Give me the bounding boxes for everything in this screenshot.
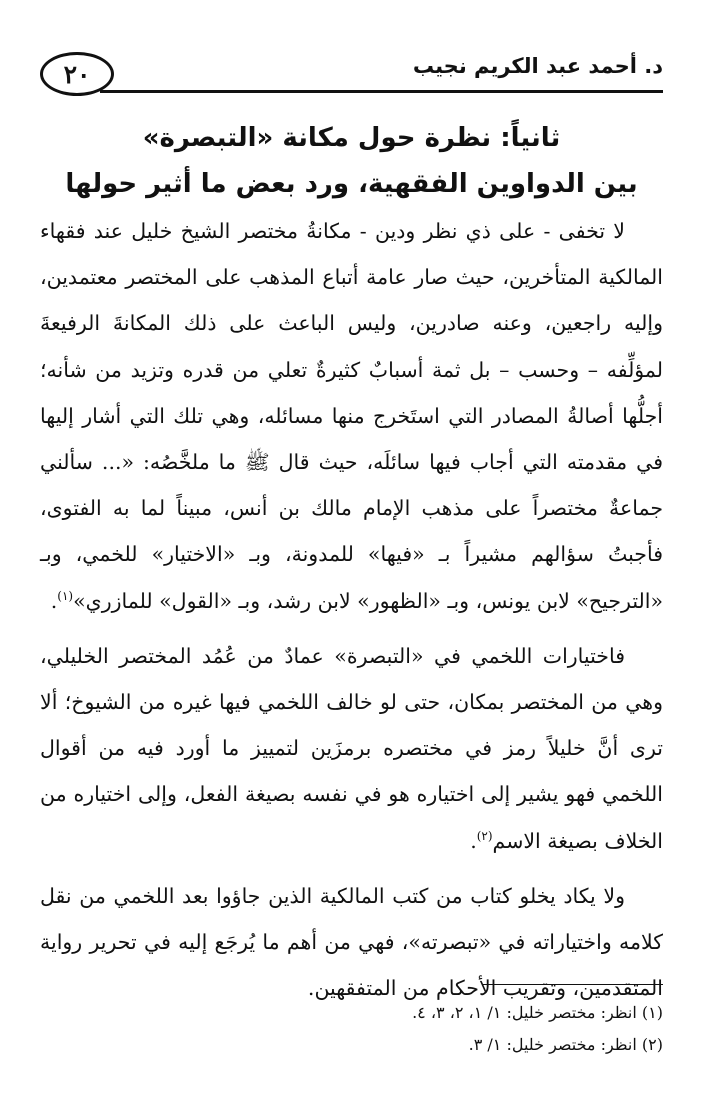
body-text	[40, 208, 663, 1020]
paragraph-2	[40, 633, 663, 864]
header-rule	[100, 90, 663, 93]
paragraph-1-tail: .	[50, 588, 58, 613]
footnote-2: (٢) انظر: مختصر خليل: ١/ ٣.	[468, 1035, 663, 1054]
paragraph-1-text: لا تخفى - على ذي نظر ودين - مكانةُ مختصر الشيخ خليل عند فقهاء المالكية المتأخرين، حيث صار عامة أتباع المذهب على المختصر معتمدين، وإليه راجعين، وعنه صادرين، وليس الباعث على ذلك المكانةَ الرفيعةَ لمؤلِّفه – وحسب – بل ثمة أسبابٌ كثيرةٌ تعلي من قدره وتزيد من شأنه؛ أجلُّها أصالةُ المصادر التي استَخرج منها مسائله، وهي تلك التي أشار إليها في مقدمته التي أجاب فيها سائلَه، حيث قال ﷺ ما ملخَّصُه: «... سألني جماعةٌ مختصراً على مذهب الإمام مالك بن أنس، مبيناً لما به الفتوى، فأجبتُ سؤالهم مشيراً بـ «فيها» للمدونة، وبـ «الاختيار» للخمي، وبـ «الترجيح» لابن يونس، وبـ «الظهور» لابن رشد، وبـ «القول» للمازري»	[40, 219, 663, 613]
page-number: ٢٠	[40, 52, 114, 96]
footnotes	[40, 997, 663, 1061]
paragraph-3-text: ولا يكاد يخلو كتاب من كتب المالكية الذين جاؤوا بعد اللخمي من نقل كلامه واختياراته في «تبصرته»، فهي من أهم ما يُرجَع إليه في تحرير رواية المتقدمين، وتقريب الأحكام من المتفقهين.	[40, 883, 663, 1001]
footnote-1: (١) انظر: مختصر خليل: ١/ ١، ٢، ٣، ٤.	[412, 1003, 663, 1022]
footnote-ref-1[interactable]: (١)	[57, 588, 74, 603]
section-title-line-1: ثانياً: نظرة حول مكانة «التبصرة»	[142, 123, 561, 153]
paragraph-2-text: فاختيارات اللخمي في «التبصرة» عمادٌ من عُمُد المختصر الخليلي، وهي من المختصر بمكان، حتى لو خالف اللخمي فيها غيره من الشيوخ؛ ألا ترى أنَّ خليلاً رمز في مختصره برمزَين لتمييز ما أورد فيه من أقوال اللخمي فهو يشير إلى اختياره هو في نفسه بصيغة الفعل، وإلى اختياره من الخلاف بصيغة الاسم	[40, 643, 663, 853]
footnote-ref-2[interactable]: (٢)	[476, 828, 493, 843]
paragraph-1	[40, 208, 663, 624]
paragraph-2-tail: .	[470, 828, 477, 853]
page-header	[40, 52, 663, 102]
running-head-author: د. أحمد عبد الكريم نجيب	[412, 54, 663, 78]
paragraph-3	[40, 873, 663, 1012]
section-heading	[40, 115, 663, 207]
footnote-separator	[483, 984, 663, 985]
section-title-line-2: بين الدواوين الفقهية، ورد بعض ما أثير حولها	[65, 169, 638, 199]
